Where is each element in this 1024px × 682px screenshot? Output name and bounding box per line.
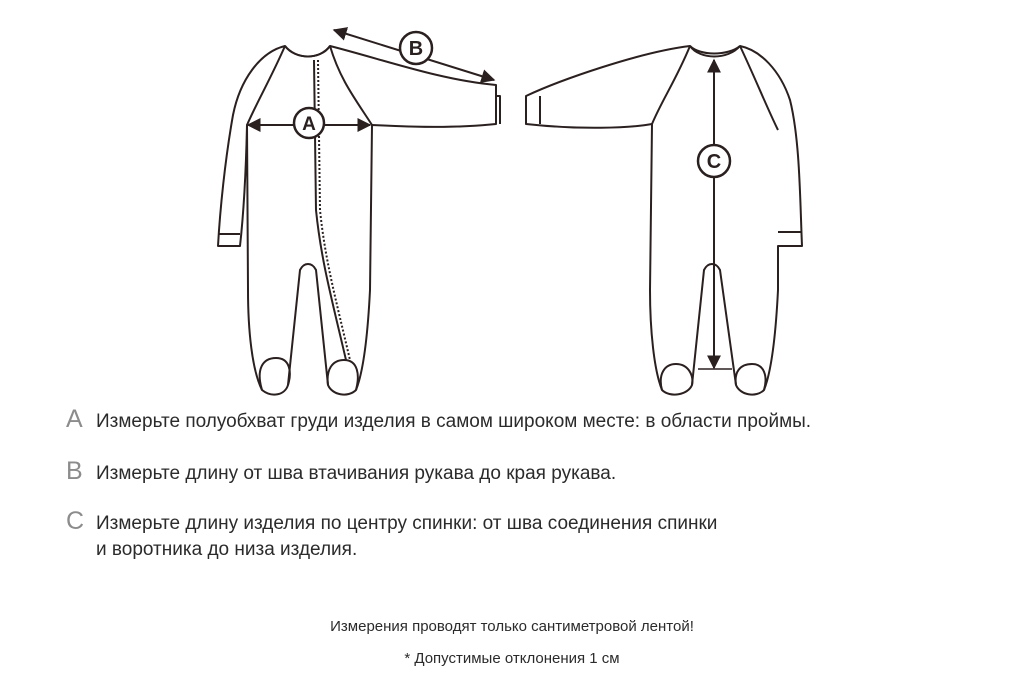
front-collar	[285, 46, 330, 57]
marker-c-label: C	[706, 151, 722, 173]
marker-a-label: A	[302, 114, 316, 135]
marker-a	[294, 108, 324, 138]
back-left-raglan	[652, 46, 690, 124]
instruction-c-line-1: Измерьте длину изделия по центру спинки: от шва соединения спинки	[96, 513, 718, 534]
back-view	[526, 46, 802, 395]
instruction-b-letter: B	[66, 457, 83, 485]
front-right-raglan	[330, 46, 372, 125]
marker-c	[698, 145, 730, 177]
instruction-c-text	[96, 511, 717, 563]
back-right-foot	[736, 364, 766, 390]
front-left-foot	[260, 358, 290, 390]
instruction-c-letter: C	[66, 507, 85, 535]
tolerance-note: * Допустимые отклонения 1 см	[404, 650, 620, 667]
back-left-foot	[661, 364, 693, 390]
marker-b-label: B	[408, 38, 424, 60]
front-right-foot	[328, 360, 358, 390]
front-view	[218, 46, 500, 395]
front-zipper	[318, 60, 350, 360]
instruction-c-line-2: и воротника до низа изделия.	[96, 539, 358, 560]
instruction-b	[66, 457, 616, 487]
back-right-raglan	[740, 46, 778, 130]
instruction-a-letter: A	[66, 405, 83, 433]
instruction-c	[66, 507, 717, 563]
instruction-a	[66, 405, 811, 435]
measurement-note: Измерения проводят только сантиметровой лентой!	[330, 618, 694, 635]
front-left-raglan	[247, 46, 285, 125]
instruction-b-text: Измерьте длину от шва втачивания рукава до края рукава.	[96, 463, 617, 484]
instruction-a-text: Измерьте полуобхват груди изделия в самом широком месте: в области проймы.	[96, 411, 812, 432]
marker-b	[400, 32, 432, 64]
